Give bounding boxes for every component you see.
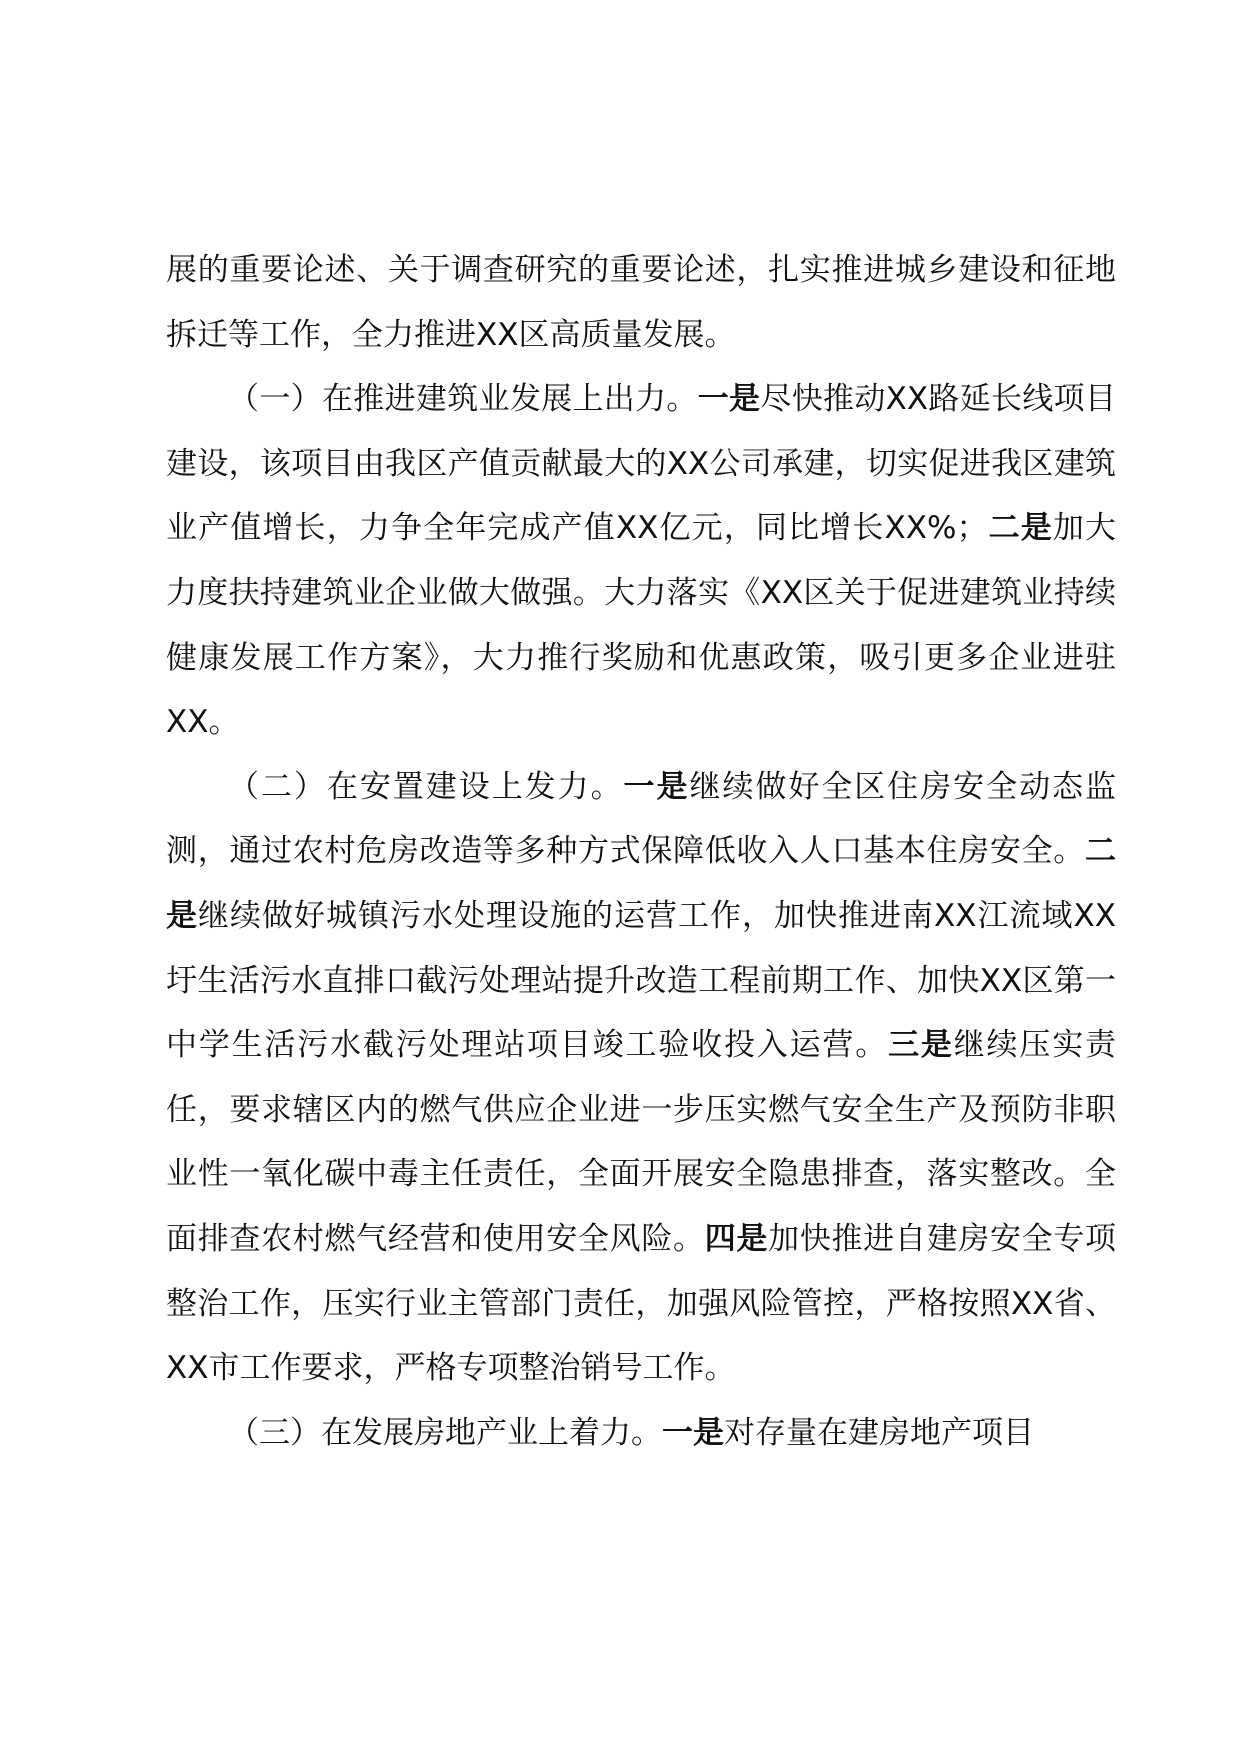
lead-marker: 四是 [704,1220,769,1257]
lead-marker: 三是 [888,1027,954,1064]
paragraph-text: 展的重要论述、关于调查研究的重要论述，扎实推进城乡建设和征地拆迁等工作，全力推进XX区高质量发展。 [166,252,1116,353]
lead-marker: 二是 [987,510,1053,547]
lead-marker: 二是 [166,833,1116,934]
paragraph-text: 继续做好城镇污水处理设施的运营工作，加快推进南XX江流域XX圩生活污水直排口截污处理站提升改造工程前期工作、加快XX区第一中学生活污水截污处理站项目竣工验收投入运营。 [166,897,1117,1064]
paragraph-text: （一）在推进建筑业发展上出力。 [228,381,698,418]
paragraph-text: 尽快推动XX路延长线项目建设，该项目由我区产值贡献最大的XX公司承建，切实促进我区建筑业产值增长，力争全年完成产值XX亿元，同比增长XX%； [166,381,1117,547]
paragraph-4 [166,1401,1116,1466]
paragraph-1 [166,238,1116,367]
document-body [166,238,1116,1465]
lead-marker: 一是 [623,768,690,805]
paragraph-text: 继续压实责任，要求辖区内的燃气供应企业进一步压实燃气安全生产及预防非职业性一氧化碳中毒主任责任，全面开展安全隐患排查，落实整改。全面排查农村燃气经营和使用安全风险。 [166,1027,1117,1257]
paragraph-3 [166,755,1116,1401]
lead-marker: 一是 [662,1414,724,1451]
paragraph-text: 加快推进自建房安全专项整治工作，压实行业主管部门责任，加强风险管控，严格按照XX省、XX市工作要求，严格专项整治销号工作。 [166,1220,1117,1387]
paragraph-text: 对存量在建房地产项目 [724,1414,1034,1451]
paragraph-text: 继续做好全区住房安全动态监测，通过农村危房改造等多种方式保障低收入人口基本住房安全。 [166,768,1117,870]
paragraph-text: （二）在安置建设上发力。 [228,768,624,805]
paragraph-text: 加大力度扶持建筑业企业做大做强。大力落实《XX区关于促进建筑业持续健康发展工作方案》，大力推行奖励和优惠政策，吸引更多企业进驻XX。 [166,510,1117,741]
paragraph-text: （三）在发展房地产业上着力。 [228,1414,662,1451]
lead-marker: 一是 [697,381,761,418]
paragraph-2 [166,367,1116,755]
